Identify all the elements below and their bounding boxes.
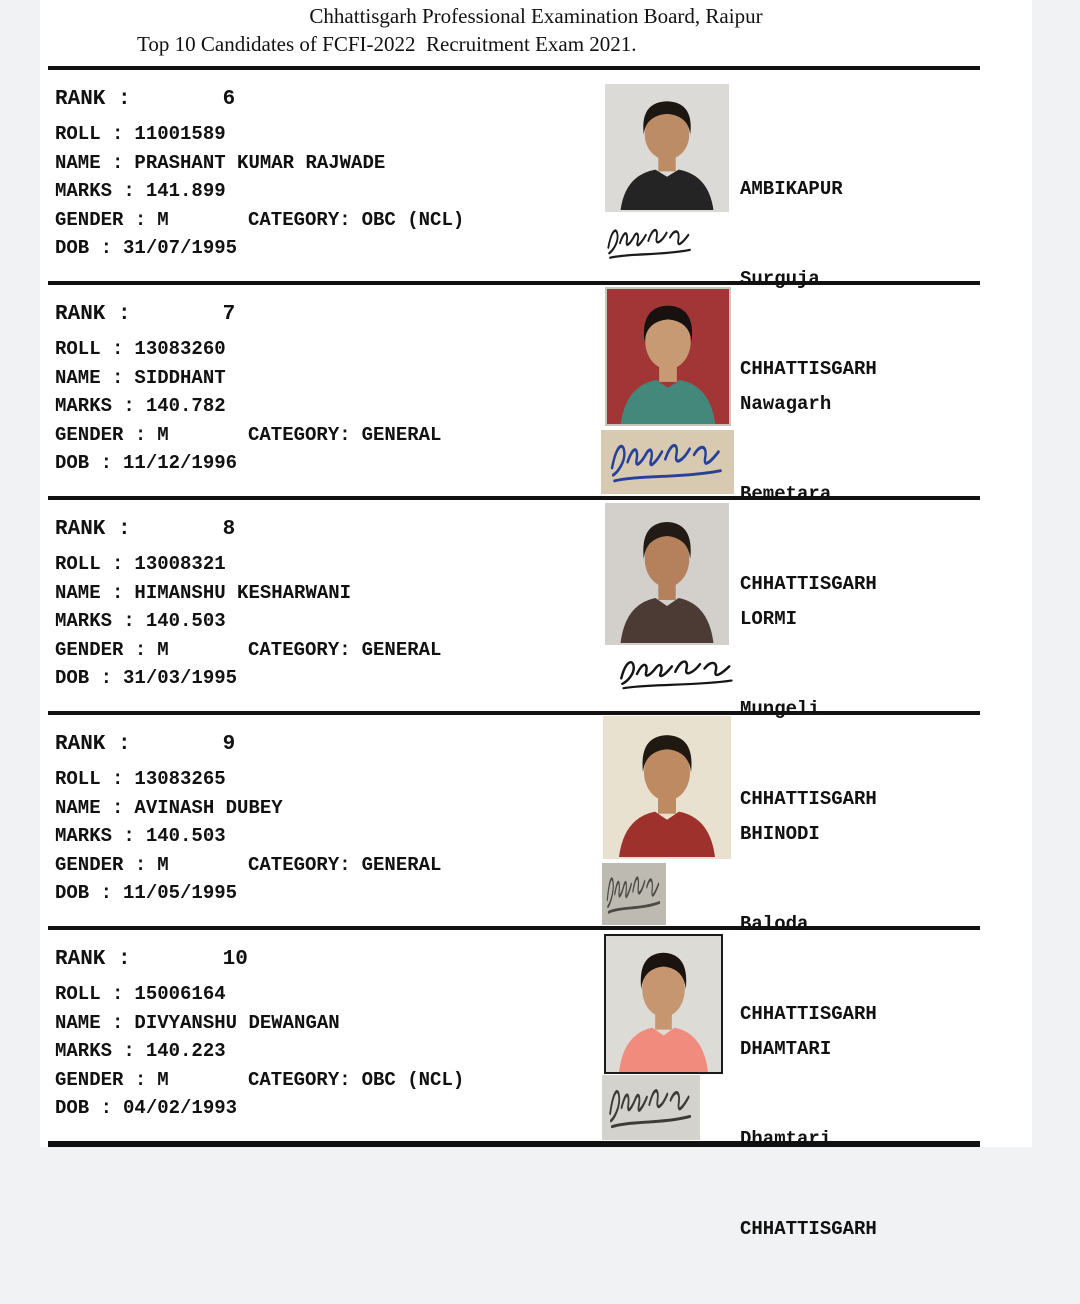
page-header	[40, 0, 1032, 66]
name-label: NAME :	[55, 366, 124, 389]
dob-label: DOB :	[55, 1097, 113, 1119]
location-state: CHHATTISGARH	[740, 788, 877, 810]
location-state: CHHATTISGARH	[740, 1003, 877, 1025]
rank-row	[55, 299, 441, 330]
marks-value: 140.782	[145, 395, 226, 417]
marks-label: MARKS :	[55, 180, 135, 202]
gender-value: M	[157, 853, 169, 876]
location-city: AMBIKAPUR	[740, 178, 843, 200]
gender-value: M	[157, 1068, 169, 1091]
location-city: DHAMTARI	[740, 1038, 832, 1060]
rank-label: RANK :	[55, 518, 131, 541]
location-district: Baloda	[740, 913, 809, 935]
name-label: NAME :	[55, 581, 124, 604]
location-state: CHHATTISGARH	[740, 573, 877, 595]
rank-row	[55, 944, 464, 975]
location-district: Dhamtari	[740, 1128, 832, 1150]
candidate-fields	[55, 944, 464, 1123]
location-district: Bemetara	[740, 483, 832, 505]
marks-value: 140.223	[145, 1040, 226, 1062]
candidate-record	[40, 930, 1032, 1240]
person-avatar-icon	[607, 289, 729, 424]
marks-value: 141.899	[145, 180, 226, 202]
name-value: HIMANSHU KESHARWANI	[134, 581, 352, 604]
dob-value: 04/02/1993	[123, 1097, 238, 1119]
location-city: Nawagarh	[740, 393, 832, 415]
name-row	[55, 794, 441, 823]
dob-label: DOB :	[55, 237, 113, 259]
name-value: SIDDHANT	[134, 366, 226, 389]
category-value: GENERAL	[361, 638, 442, 661]
roll-label: ROLL :	[55, 338, 124, 360]
marks-row	[55, 1037, 464, 1066]
name-row	[55, 364, 441, 393]
roll-value: 15006164	[134, 983, 226, 1005]
rank-label: RANK :	[55, 733, 131, 756]
dob-row	[55, 234, 464, 263]
category-label: CATEGORY:	[248, 853, 351, 876]
name-row	[55, 149, 464, 178]
candidate-photo	[604, 934, 723, 1074]
signature-stroke-icon	[602, 863, 666, 925]
dob-label: DOB :	[55, 882, 113, 904]
signature-stroke-icon	[602, 1075, 700, 1140]
signature-stroke-icon	[600, 218, 700, 268]
category-label: CATEGORY:	[248, 638, 351, 661]
marks-row	[55, 607, 441, 636]
dob-value: 11/05/1995	[123, 882, 238, 904]
rank-row	[55, 84, 464, 115]
candidate-photo	[605, 287, 731, 426]
person-avatar-icon	[605, 718, 729, 857]
name-value: AVINASH DUBEY	[134, 796, 283, 819]
category-value: OBC (NCL)	[361, 1068, 465, 1091]
name-label: NAME :	[55, 151, 124, 174]
category-label: CATEGORY:	[248, 1068, 351, 1091]
roll-label: ROLL :	[55, 983, 124, 1005]
category-label: CATEGORY:	[248, 423, 351, 446]
roll-label: ROLL :	[55, 123, 124, 145]
name-value: DIVYANSHU DEWANGAN	[134, 1011, 340, 1034]
roll-value: 13083265	[134, 768, 226, 790]
roll-row	[55, 120, 464, 149]
location-district: Mungeli	[740, 698, 820, 720]
name-label: NAME :	[55, 796, 124, 819]
name-label: NAME :	[55, 1011, 124, 1034]
category-label: CATEGORY:	[248, 208, 351, 231]
dob-value: 31/03/1995	[123, 667, 238, 689]
roll-value: 11001589	[134, 123, 226, 145]
page-title: Chhattisgarh Professional Examination Board, Raipur	[309, 4, 763, 28]
roll-value: 13008321	[134, 553, 226, 575]
roll-value: 13083260	[134, 338, 226, 360]
roll-row	[55, 765, 441, 794]
rank-value: 9	[222, 733, 236, 756]
person-avatar-icon	[606, 936, 721, 1072]
dob-row	[55, 879, 441, 908]
dob-row	[55, 449, 441, 478]
candidate-signature	[610, 650, 745, 698]
location-district: Surguja	[740, 268, 820, 290]
dob-row	[55, 1094, 464, 1123]
roll-label: ROLL :	[55, 768, 124, 790]
marks-label: MARKS :	[55, 610, 135, 632]
rank-value: 8	[222, 518, 236, 541]
rank-row	[55, 514, 441, 545]
name-row	[55, 579, 441, 608]
candidate-signature	[601, 430, 734, 494]
dob-value: 11/12/1996	[123, 452, 238, 474]
gender-label: GENDER :	[55, 638, 147, 661]
category-value: GENERAL	[361, 853, 442, 876]
roll-row	[55, 335, 441, 364]
rank-label: RANK :	[55, 303, 131, 326]
candidate-fields	[55, 299, 441, 478]
gender-category-row	[55, 421, 441, 450]
marks-row	[55, 177, 464, 206]
gender-label: GENDER :	[55, 1068, 147, 1091]
rank-label: RANK :	[55, 88, 131, 111]
signature-stroke-icon	[610, 650, 745, 698]
location-city: LORMI	[740, 608, 798, 630]
document-page	[40, 0, 1032, 1240]
location-city: BHINODI	[740, 823, 820, 845]
dob-label: DOB :	[55, 667, 113, 689]
dob-row	[55, 664, 441, 693]
gender-value: M	[157, 208, 169, 231]
gender-label: GENDER :	[55, 423, 147, 446]
marks-label: MARKS :	[55, 395, 135, 417]
candidate-signature	[600, 218, 700, 268]
candidate-photo	[605, 503, 729, 645]
gender-category-row	[55, 1066, 464, 1095]
candidate-photo	[603, 716, 731, 859]
candidate-location	[740, 974, 877, 1304]
marks-row	[55, 822, 441, 851]
marks-label: MARKS :	[55, 825, 135, 847]
gender-value: M	[157, 423, 169, 446]
roll-row	[55, 980, 464, 1009]
rank-value: 6	[222, 88, 236, 111]
gender-category-row	[55, 636, 441, 665]
dob-value: 31/07/1995	[123, 237, 238, 259]
name-row	[55, 1009, 464, 1038]
roll-row	[55, 550, 441, 579]
candidate-fields	[55, 729, 441, 908]
page-subtitle: Top 10 Candidates of FCFI-2022 Recruitment Exam 2021.	[137, 32, 637, 56]
category-value: OBC (NCL)	[361, 208, 465, 231]
person-avatar-icon	[607, 505, 727, 643]
signature-stroke-icon	[601, 430, 734, 494]
candidate-photo	[605, 84, 729, 212]
gender-label: GENDER :	[55, 853, 147, 876]
gender-category-row	[55, 206, 464, 235]
candidate-fields	[55, 84, 464, 263]
rank-value: 7	[222, 303, 236, 326]
candidate-signature	[602, 1075, 700, 1140]
roll-label: ROLL :	[55, 553, 124, 575]
marks-value: 140.503	[145, 610, 226, 632]
location-state: CHHATTISGARH	[740, 1218, 877, 1240]
category-value: GENERAL	[361, 423, 442, 446]
marks-row	[55, 392, 441, 421]
gender-value: M	[157, 638, 169, 661]
person-avatar-icon	[607, 86, 727, 210]
name-value: PRASHANT KUMAR RAJWADE	[134, 151, 386, 174]
dob-label: DOB :	[55, 452, 113, 474]
candidate-signature	[602, 863, 666, 925]
rank-value: 10	[222, 948, 248, 971]
marks-value: 140.503	[145, 825, 226, 847]
rank-label: RANK :	[55, 948, 131, 971]
rank-row	[55, 729, 441, 760]
marks-label: MARKS :	[55, 1040, 135, 1062]
location-state: CHHATTISGARH	[740, 358, 877, 380]
gender-label: GENDER :	[55, 208, 147, 231]
candidate-fields	[55, 514, 441, 693]
gender-category-row	[55, 851, 441, 880]
